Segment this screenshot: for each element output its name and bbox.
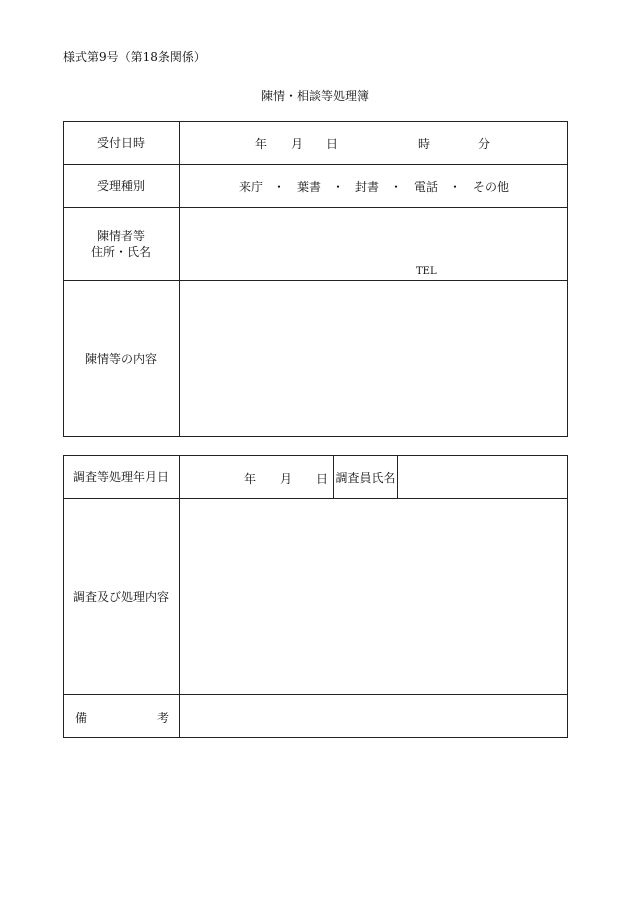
remarks-label — [63, 695, 179, 738]
separator-dot: ・ — [449, 180, 462, 194]
remarks-label-char1: 備 — [75, 711, 88, 725]
processing-date-field[interactable] — [180, 456, 333, 498]
separator-dot: ・ — [273, 180, 286, 194]
petitioner-label-line2: 住所・氏名 — [90, 245, 151, 259]
month-unit: 月 — [291, 137, 304, 151]
day-unit: 日 — [326, 137, 339, 151]
remarks-label-char2: 考 — [157, 711, 170, 725]
petition-content-label: 陳情等の内容 — [84, 352, 157, 366]
separator-dot: ・ — [332, 180, 345, 194]
receipt-option-letter[interactable]: 封書 — [355, 180, 380, 194]
receipt-type-options — [180, 165, 567, 207]
investigator-name-field[interactable] — [398, 456, 567, 498]
receipt-option-postcard[interactable]: 葉書 — [297, 180, 322, 194]
processing-content-field[interactable] — [180, 499, 567, 694]
day-unit: 日 — [316, 472, 329, 486]
year-unit: 年 — [255, 137, 268, 151]
form-reference: 様式第9号（第18条関係） — [63, 50, 206, 64]
receipt-option-other[interactable]: その他 — [473, 180, 510, 194]
petitioner-address-name-field[interactable] — [180, 208, 567, 280]
receipt-option-phone[interactable]: 電話 — [414, 180, 439, 194]
month-unit: 月 — [280, 472, 293, 486]
processing-date-label: 調査等処理年月日 — [72, 470, 169, 484]
hour-unit: 時 — [418, 137, 431, 151]
separator-dot: ・ — [390, 180, 403, 194]
receipt-option-visit[interactable]: 来庁 — [239, 180, 264, 194]
minute-unit: 分 — [478, 137, 491, 151]
investigator-label: 調査員氏名 — [335, 470, 396, 485]
receipt-type-label: 受理種別 — [96, 179, 145, 193]
processing-content-label: 調査及び処理内容 — [72, 589, 169, 604]
received-datetime-field[interactable] — [180, 122, 567, 164]
tel-label: TEL — [416, 266, 437, 277]
received-datetime-label: 受付日時 — [96, 136, 145, 150]
remarks-field[interactable] — [180, 695, 567, 737]
petitioner-label-line1: 陳情者等 — [96, 229, 145, 243]
document-title: 陳情・相談等処理簿 — [260, 89, 369, 103]
petitioner-label — [63, 208, 179, 280]
petition-content-field[interactable] — [180, 281, 567, 436]
year-unit: 年 — [244, 472, 257, 486]
